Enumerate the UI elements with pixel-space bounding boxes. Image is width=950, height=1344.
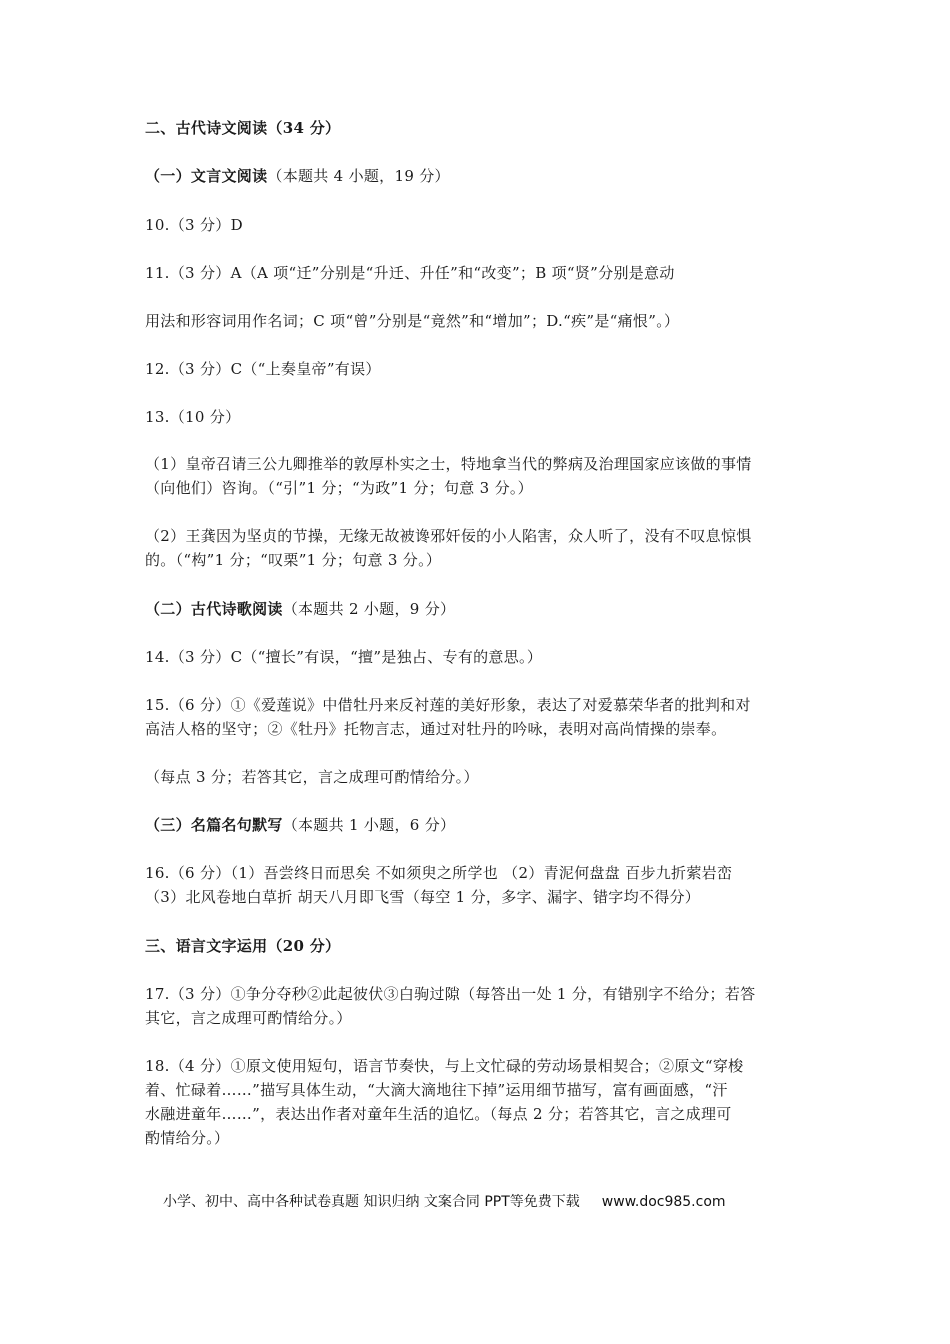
answer-q12: 12.（3 分）C（“上奏皇帝”有误） [145, 360, 381, 378]
answer-line: （1）皇帝召请三公九卿推举的敦厚朴实之士，特地拿当代的弊病及治理国家应该做的事情 [145, 455, 752, 473]
answer-line: 11.（3 分）A（A 项“迁”分别是“升迁、升任”和“改变”；B 项“贤”分别是意动 [145, 264, 675, 282]
section3-heading: 三、语言文字运用（20 分） [145, 937, 341, 955]
answer-line: 其它，言之成理可酌情给分。） [145, 1009, 352, 1027]
answer-q17 [145, 982, 810, 1030]
page-footer [163, 1191, 803, 1211]
answer-line: 着、忙碌着……”描写具体生动，“大滴大滴地往下掉”运用细节描写，富有画面感，“汗 [145, 1081, 728, 1099]
section2-heading: 二、古代诗文阅读（34 分） [145, 119, 341, 137]
part2-title: （二）古代诗歌阅读 [145, 600, 283, 618]
answer-q16 [145, 861, 810, 909]
answer-q13-2 [145, 524, 810, 572]
answer-line: （3）北风卷地白草折 胡天八月即飞雪（每空 1 分，多字、漏字、错字均不得分） [145, 888, 701, 906]
part2-note: （本题共 2 小题，9 分） [282, 600, 456, 618]
answer-q13-1 [145, 452, 810, 500]
answer-line: 高洁人格的坚守；②《牡丹》托物言志，通过对牡丹的吟咏，表明对高尚情操的崇奉。 [145, 720, 727, 738]
answer-line: （2）王龚因为坚贞的节操，无缘无故被谗邪奸佞的小人陷害，众人听了，没有不叹息惊惧 [145, 527, 752, 545]
answer-line: 18.（4 分）①原文使用短句，语言节奏快，与上文忙碌的劳动场景相契合；②原文“穿梭 [145, 1057, 744, 1075]
answer-line: 17.（3 分）①争分夺秒②此起彼伏③白驹过隙（每答出一处 1 分，有错别字不给分；若答 [145, 985, 756, 1003]
part3-note: （本题共 1 小题，6 分） [282, 816, 456, 834]
footer-text: 小学、初中、高中各种试卷真题 知识归纳 文案合同 PPT等免费下载 [163, 1194, 580, 1210]
part1-heading [145, 164, 810, 188]
answer-q10: 10.（3 分）D [145, 216, 243, 234]
answer-line: 用法和形容词用作名词；C 项“曾”分别是“竟然”和“增加”；D.“疾”是“痛恨”。） [145, 312, 680, 330]
answer-line: 水融进童年……”，表达出作者对童年生活的追忆。（每点 2 分；若答其它，言之成理可 [145, 1105, 732, 1123]
answer-line: （向他们）咨询。（“引”1 分；“为政”1 分；句意 3 分。） [145, 479, 533, 497]
answer-q18 [145, 1054, 810, 1150]
answer-q13: 13.（10 分） [145, 408, 241, 426]
answer-line: 15.（6 分）①《爱莲说》中借牡丹来反衬莲的美好形象，表达了对爱慕荣华者的批判和对 [145, 696, 751, 714]
part1-note: （本题共 4 小题，19 分） [267, 167, 450, 185]
answer-q14: 14.（3 分）C（“擅长”有误，“擅”是独占、专有的意思。） [145, 648, 543, 666]
part3-heading [145, 813, 810, 837]
part2-heading [145, 597, 810, 621]
answer-line: 酌情给分。） [145, 1129, 230, 1147]
answer-q15 [145, 693, 810, 741]
part1-title: （一）文言文阅读 [145, 167, 268, 185]
answer-line: 的。（“构”1 分；“叹栗”1 分；句意 3 分。） [145, 551, 442, 569]
answer-q15-note: （每点 3 分；若答其它，言之成理可酌情给分。） [145, 768, 479, 786]
part3-title: （三）名篇名句默写 [145, 816, 283, 834]
answer-line: 16.（6 分）（1）吾尝终日而思矣 不如须臾之所学也 （2）青泥何盘盘 百步九折萦岩峦 [145, 864, 733, 882]
answer-q11-cont [145, 309, 810, 333]
answer-q11 [145, 261, 810, 285]
footer-url[interactable]: www.doc985.com [601, 1194, 726, 1210]
